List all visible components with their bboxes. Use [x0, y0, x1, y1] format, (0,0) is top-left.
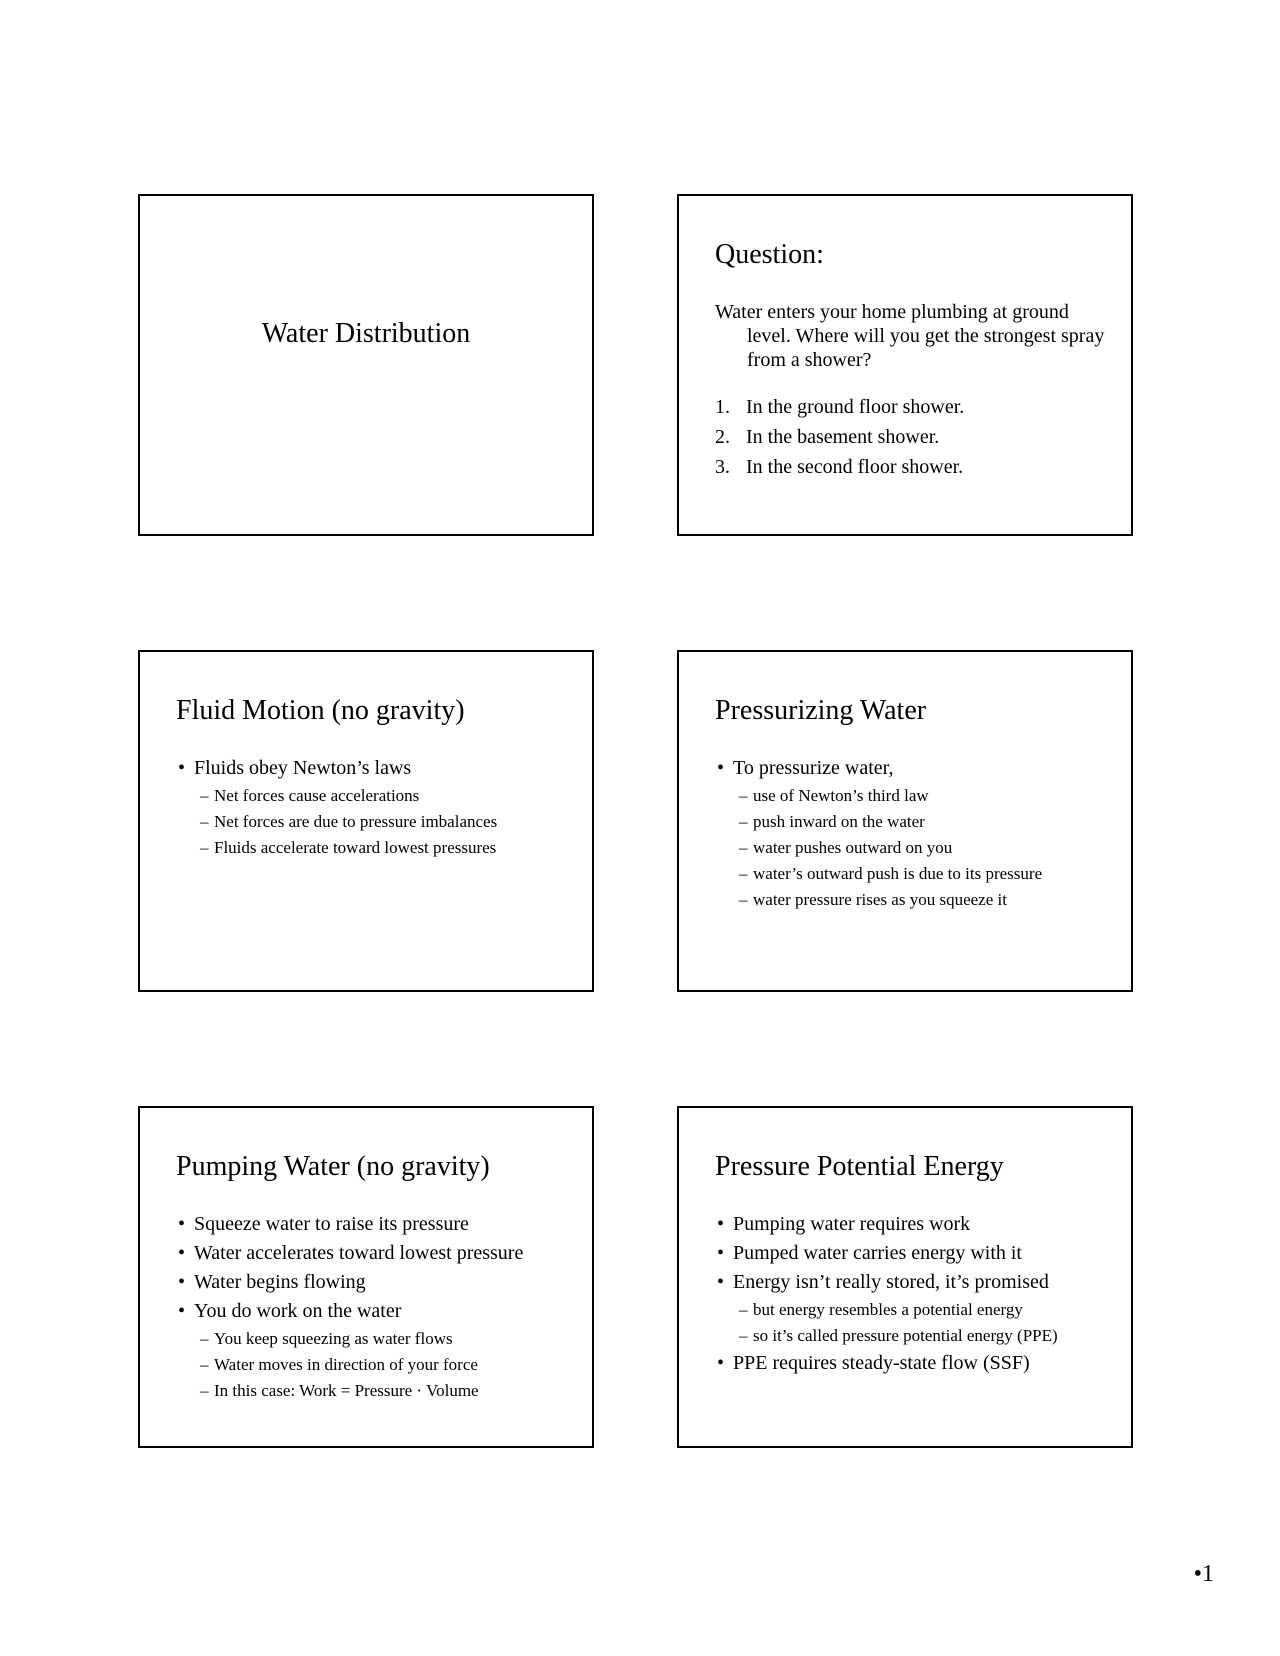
dash-marker: –	[200, 1329, 209, 1348]
dash-marker: –	[200, 838, 209, 857]
page-number: •1	[1193, 1561, 1214, 1587]
sub-bullet-item	[715, 887, 1117, 913]
bullet-item	[176, 754, 578, 861]
dash-marker: –	[200, 812, 209, 831]
sub-bullet-list	[176, 783, 578, 861]
sub-bullet-list	[715, 1297, 1117, 1349]
sub-bullet-list	[176, 1326, 578, 1404]
sub-bullet-text: push inward on the water	[753, 812, 925, 831]
dash-marker: –	[200, 1381, 209, 1400]
sub-bullet-item	[715, 861, 1117, 887]
slide-body	[715, 300, 1117, 482]
bullet-marker: •	[178, 1213, 186, 1235]
sub-bullet-text: In this case: Work = Pressure · Volume	[214, 1381, 479, 1400]
dash-marker: –	[739, 1326, 748, 1345]
dash-marker: –	[739, 1300, 748, 1319]
bullet-marker: •	[178, 1300, 186, 1322]
bullet-text: Squeeze water to raise its pressure	[194, 1213, 469, 1235]
bullet-marker: •	[717, 1352, 725, 1374]
sub-bullet-text: You keep squeezing as water flows	[214, 1329, 453, 1348]
bullet-text: You do work on the water	[194, 1300, 402, 1322]
sub-bullet-item	[176, 783, 578, 809]
bullet-item	[715, 1239, 1117, 1268]
sub-bullet-item	[176, 809, 578, 835]
slide-water-distribution	[138, 194, 594, 536]
slide-title: Pressurizing Water	[715, 695, 927, 726]
answer-option	[715, 422, 1117, 452]
bullet-text: Energy isn’t really stored, it’s promised	[733, 1271, 1049, 1293]
answer-option	[715, 392, 1117, 422]
slide-pumping-water	[138, 1106, 594, 1448]
sub-bullet-text: Net forces are due to pressure imbalances	[214, 812, 498, 831]
option-text: In the ground floor shower.	[746, 396, 965, 418]
bullet-marker: •	[717, 1271, 725, 1293]
dash-marker: –	[200, 786, 209, 805]
bullet-text: Water begins flowing	[194, 1271, 366, 1293]
option-text: In the second floor shower.	[746, 456, 964, 478]
slide-title: Pressure Potential Energy	[715, 1151, 1004, 1182]
dash-marker: –	[739, 838, 748, 857]
bullet-item	[176, 1210, 578, 1239]
sub-bullet-item	[176, 1326, 578, 1352]
answer-options	[715, 392, 1117, 482]
sub-bullet-text: Fluids accelerate toward lowest pressures	[214, 838, 497, 857]
slide-body	[176, 1210, 578, 1404]
bullet-text: Pumped water carries energy with it	[733, 1242, 1022, 1264]
bullet-item	[176, 1268, 578, 1297]
slide-pressure-potential-energy	[677, 1106, 1133, 1448]
bullet-item	[715, 1349, 1117, 1378]
bullet-marker: •	[178, 1271, 186, 1293]
sub-bullet-text: water pushes outward on you	[753, 838, 953, 857]
bullet-text: PPE requires steady-state flow (SSF)	[733, 1352, 1030, 1374]
bullet-item	[176, 1297, 578, 1404]
bullet-item	[715, 1210, 1117, 1239]
option-number: 3.	[715, 456, 730, 478]
sub-bullet-item	[176, 1378, 578, 1404]
dash-marker: –	[200, 1355, 209, 1374]
bullet-list	[176, 754, 578, 861]
slide-title: Question:	[715, 239, 824, 270]
slide-title: Water Distribution	[261, 318, 471, 349]
bullet-list	[176, 1210, 578, 1404]
slide-pressurizing-water	[677, 650, 1133, 992]
sub-bullet-text: water pressure rises as you squeeze it	[753, 890, 1007, 909]
sub-bullet-text: so it’s called pressure potential energy (PPE)	[753, 1326, 1058, 1345]
option-text: In the basement shower.	[746, 426, 940, 448]
sub-bullet-text: Water moves in direction of your force	[214, 1355, 478, 1374]
sub-bullet-item	[176, 835, 578, 861]
sub-bullet-text: but energy resembles a potential energy	[753, 1300, 1023, 1319]
bullet-text: Water accelerates toward lowest pressure	[194, 1242, 524, 1264]
sub-bullet-item	[715, 835, 1117, 861]
sub-bullet-item	[715, 783, 1117, 809]
slide-title: Pumping Water (no gravity)	[176, 1151, 490, 1182]
bullet-item	[176, 1239, 578, 1268]
slide-fluid-motion	[138, 650, 594, 992]
dash-marker: –	[739, 864, 748, 883]
sub-bullet-item	[715, 809, 1117, 835]
answer-option	[715, 452, 1117, 482]
slide-body	[176, 754, 578, 861]
bullet-marker: •	[717, 1242, 725, 1264]
bullet-text: Fluids obey Newton’s laws	[194, 757, 412, 779]
bullet-marker: •	[178, 1242, 186, 1264]
sub-bullet-item	[176, 1352, 578, 1378]
slide-question	[677, 194, 1133, 536]
option-number: 1.	[715, 396, 730, 418]
question-text: Water enters your home plumbing at ground level. Where will you get the strongest spray from a shower?	[715, 301, 1105, 371]
bullet-item	[715, 1268, 1117, 1349]
bullet-text: Pumping water requires work	[733, 1213, 971, 1235]
option-number: 2.	[715, 426, 730, 448]
slide-body	[715, 754, 1117, 913]
sub-bullet-item	[715, 1323, 1117, 1349]
slide-title: Fluid Motion (no gravity)	[176, 695, 465, 726]
bullet-item	[715, 754, 1117, 913]
dash-marker: –	[739, 812, 748, 831]
slide-body	[715, 1210, 1117, 1378]
bullet-marker: •	[178, 757, 186, 779]
sub-bullet-text: use of Newton’s third law	[753, 786, 929, 805]
bullet-list	[715, 754, 1117, 913]
dash-marker: –	[739, 890, 748, 909]
sub-bullet-text: water’s outward push is due to its pressure	[753, 864, 1043, 883]
bullet-marker: •	[717, 1213, 725, 1235]
sub-bullet-item	[715, 1297, 1117, 1323]
bullet-list	[715, 1210, 1117, 1378]
sub-bullet-text: Net forces cause accelerations	[214, 786, 420, 805]
bullet-text: To pressurize water,	[733, 757, 894, 779]
sub-bullet-list	[715, 783, 1117, 913]
bullet-marker: •	[717, 757, 725, 779]
dash-marker: –	[739, 786, 748, 805]
